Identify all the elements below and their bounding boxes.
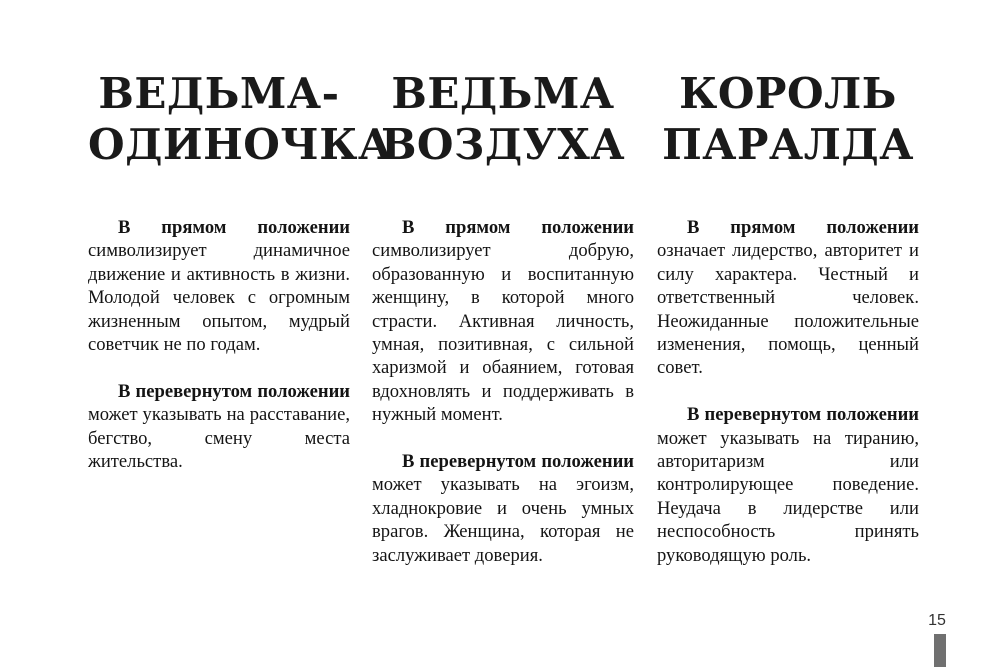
upright-text: символизирует добрую, образованную и воспитанную женщину, в которой много страсти. Активная личность, умная, позитивная, с сильной харизмой и обаянием, готовая вдохновлять и поддерживать в нужный момент. (372, 240, 634, 426)
upright-label: В прямом положении (687, 217, 919, 238)
card-title-king-paralda (657, 68, 919, 170)
upright-text: означает лидерство, авторитет и силу характера. Честный и ответственный человек. Неожиданные положительные изменения, помощь, ценный совет. (657, 240, 919, 379)
reversed-text: может указывать на эгоизм, хладнокровие и очень умных врагов. Женщина, которая не заслуживает доверия. (372, 474, 634, 566)
upright-paragraph (657, 216, 919, 380)
reversed-label: В перевернутом положении (118, 380, 350, 402)
reversed-paragraph (657, 403, 919, 567)
card-title-line: КОРОЛЬ (679, 69, 897, 118)
card-title-line: ВЕДЬМА (391, 69, 615, 118)
upright-label: В прямом положении (402, 217, 634, 238)
card-description-column (88, 216, 350, 473)
page-number: 15 (928, 612, 946, 629)
card-description-column (372, 216, 634, 567)
card-title-line: ПАРАЛДА (662, 120, 914, 169)
page-edge-tab (934, 634, 946, 667)
reversed-paragraph (88, 380, 350, 474)
reversed-text: может указывать на расставание, бегство, смену места жительства. (88, 404, 350, 473)
card-title-witch-alone (88, 68, 393, 170)
reversed-label: В перевернутом положении (402, 451, 634, 473)
reversed-label: В перевернутом положении (687, 404, 919, 426)
card-title-line: ОДИНОЧКА (88, 120, 393, 169)
reversed-text: может указывать на тиранию, авторитаризм или контролирующее поведение. Неудача в лидерстве или неспособность принять руководящую роль. (657, 427, 919, 566)
upright-text: символизирует динамичное движение и активность в жизни. Молодой человек с огромным жизненным опытом, мудрый советчик не по годам. (88, 240, 350, 356)
card-title-line: ВЕДЬМА- (98, 69, 340, 118)
upright-label: В прямом положении (118, 217, 350, 238)
reversed-paragraph (372, 450, 634, 567)
card-title-line: ВОЗДУХА (380, 120, 626, 169)
card-title-witch-air (372, 68, 634, 170)
upright-paragraph (88, 216, 350, 356)
card-description-column (657, 216, 919, 567)
upright-paragraph (372, 216, 634, 427)
